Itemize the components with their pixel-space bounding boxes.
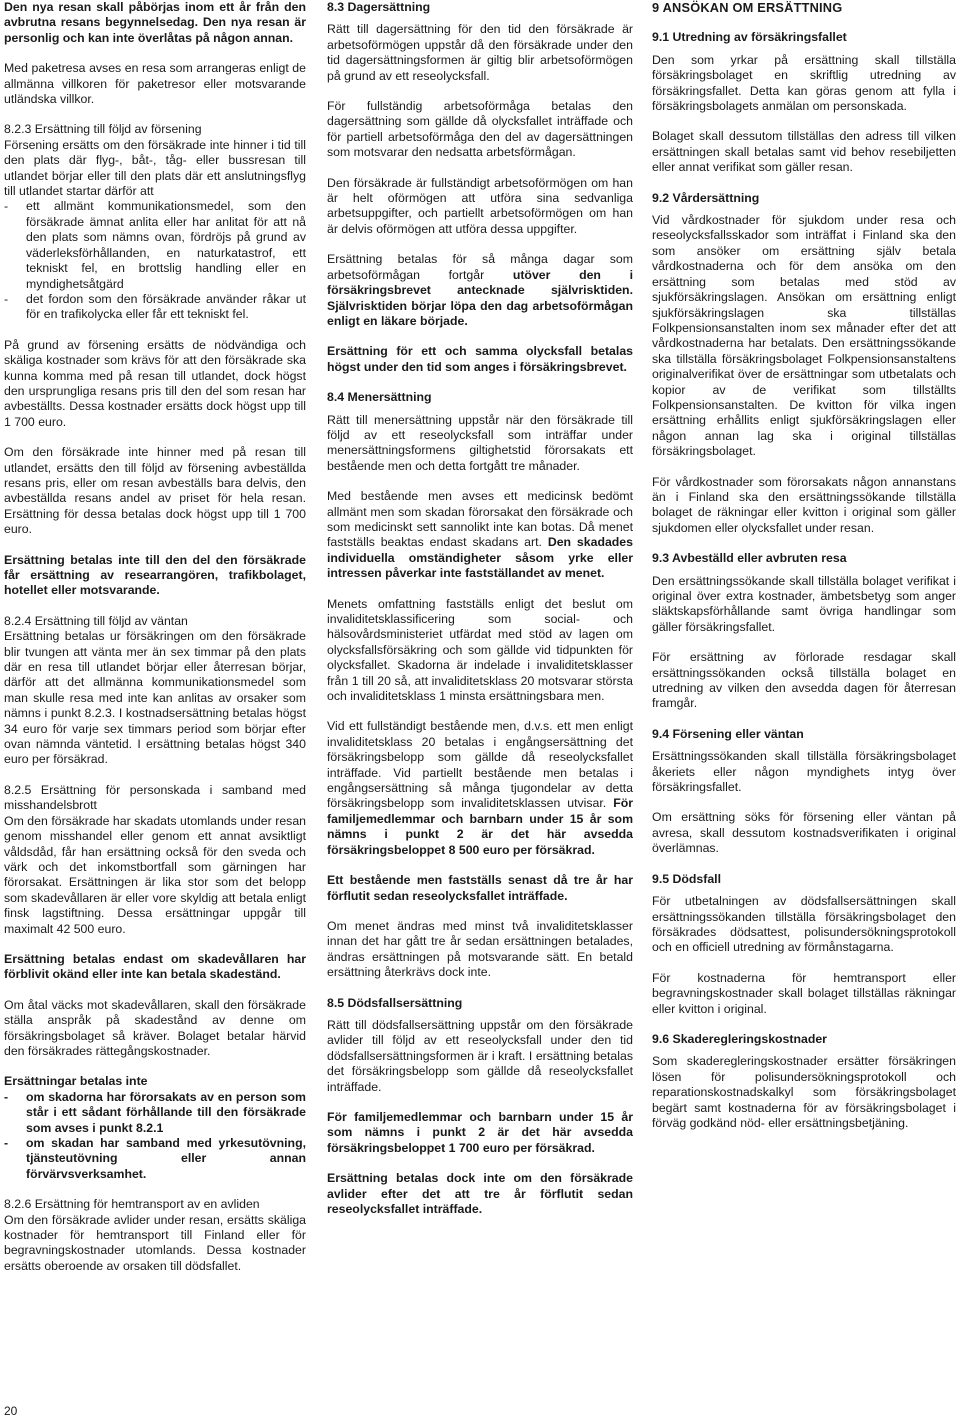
column-right	[652, 0, 956, 1131]
list-item: - ett allmänt kommunikationsmedel, som den försäkrade ämnat anlita eller har anlitat för att nå den plats som nämns ovan, fördröjs på grund av väderleksförhållanden, en naturkatastrof, ett tekniskt fel, en brottslig handling eller en myndighetsåtgärd	[4, 199, 306, 291]
section-8-2-3	[4, 122, 306, 322]
paragraph: Som skaderegleringskostnader ersätter försäkringen lösen för polisundersökningsprotokoll och reparationskostnadskalkyl som försäkringsbolaget begärt samt kostnaderna för av försäkringsbolaget i förväg godkänd nöd- eller ersättningsbetjäning.	[652, 1054, 956, 1130]
paragraph: Med paketresa avses en resa som arrangeras enligt de allmänna villkoren för paketresor eller motsvarande utländska villkor.	[4, 61, 306, 107]
section-8-2-4	[4, 614, 306, 768]
list-item: - det fordon som den försäkrade använder råkar ut för en trafikolycka eller får ett tekniskt fel.	[4, 291, 306, 322]
paragraph: För kostnaderna för hemtransport eller begravningskostnader skall bolaget tillställas räkningar eller kvitton i original.	[652, 970, 956, 1016]
paragraph: Ersättning betalas inte till den del den försäkrade får ersättning av researrangören, trafikbolaget, hotellet eller motsvarande.	[4, 552, 306, 598]
section-heading: 8.2.6 Ersättning för hemtransport av en avliden	[4, 1197, 260, 1212]
paragraph: Om den försäkrade har skadats utomlands under resan genom misshandel eller genom ett annat avsiktligt våldsdåd, får han ersättning också för den sveda och värk och det inkomstbortfall som gärningen har förorsakat. Ersättningen är lika stor som det belopp som skadevållaren är eller vore skyldig att betala enligt finsk lagstiftning. Dessa ersättningar uppgår till maximalt 42 500 euro.	[4, 813, 306, 936]
section-heading: 8.3 Dagersättning	[327, 0, 431, 14]
section-8-2-5	[4, 783, 306, 937]
paragraph: Vid ett fullständigt bestående men, d.v.s. ett men enligt invaliditetsklass 20 betalas i engångsersättning det försäkringsbelopp som gällde då reseolycksfallet inträffade. Vid partiellt bestående men betalas i engångsersättning så många tjugondelar av detta försäkringsbelopp som invaliditetsklassen utvisar. För familjemedlemmar och barnbarn under 15 år som nämns i punkt 2 är det här avsedda försäkringsbeloppet 8 500 euro per försäkrad.	[327, 719, 633, 857]
paragraph: Om den försäkrade avlider under resan, ersätts skäliga kostnader för hemtransport till Finland eller för begravningskostnader utomlands. Dessa kostnader ersätts oberoende av orsaken till dödsfallet.	[4, 1212, 306, 1273]
paragraph: För ersättning av förlorade resdagar skall ersättningssökanden också tillställa bolaget en utredning av vilken den avsedda dagen för återresan framgår.	[652, 650, 956, 711]
column-middle	[327, 0, 633, 1217]
section-heading: 8.5 Dödsfallsersättning	[327, 995, 463, 1010]
list-heading: Ersättningar betalas inte	[4, 1074, 148, 1089]
section-heading: 8.2.5 Ersättning för personskada i samband med misshandelsbrott	[4, 782, 306, 813]
section-heading: 8.4 Menersättning	[327, 390, 432, 405]
section-heading: 9.1 Utredning av försäkringsfallet	[652, 30, 847, 45]
paragraph: Rätt till dödsfallsersättning uppstår om den försäkrade avlider till följd av ett reseolycksfall under den tid dödsfallsersättningsformen är i kraft. I ersättning betalas det försäkringsbelopp som gällde då reseolycksfallet inträffade.	[327, 1017, 633, 1094]
paragraph: Rätt till menersättning uppstår när den försäkrade till följd av ett reseolycksfall som inträffar under menersättningsformens giltighetstid förorsakats ett bestående men och detta fortgått tre månader.	[327, 412, 633, 473]
paragraph: Försening ersätts om den försäkrade inte hinner i tid till den plats där flyg-, båt-, tåg- eller bussresan till utlandet börjar eller till den plats där ett anslutningsflyg till utlandet startar därför att	[4, 137, 306, 199]
paragraph: Den ersättningssökande skall tillställa bolaget verifikat i original över extra kostnader, ämbetsbetyg som anger släktskapsförhållande samt övriga handlingar som gäller försäkringsfallet.	[652, 573, 956, 634]
section-heading: 9.3 Avbeställd eller avbruten resa	[652, 551, 847, 566]
paragraph: Om menet ändras med minst två invaliditetsklasser innan det har gått tre år sedan ersättningen betalades, ändras ersättningen på motsvarande sätt. En betald ersättning återkrävs dock inte.	[327, 918, 633, 980]
paragraph: Den försäkrade är fullständigt arbetsoförmögen om han är helt oförmögen att utföra sina sedvanliga arbetsuppgifter, och partiellt arbetsoförmögen om han är delvis oförmögen att utföra dessa uppgifter.	[327, 175, 633, 236]
paragraph: Menets omfattning fastställs enligt det beslut om invaliditetsklassificering som social- och hälsovårdsministeriet utfärdat med stöd av lagen om olycksfallsförsäkring och som gällde vid tidpunkten för olycksfallet. Skadorna är indelade i invaliditetsklasser från 1 till 20 så, att invaliditetsklass 20 motsvarar största och invaliditetsklass 1 minsta ersättningsbara men.	[327, 596, 633, 704]
paragraph: Ersättning betalas endast om skadevållaren har förblivit okänd eller inte kan betala skadeständ.	[4, 951, 306, 982]
paragraph: På grund av försening ersätts de nödvändiga och skäliga kostnader som krävs för att den försäkrade ska kunna komma med på resan till utlandet, dock högst den ursprungliga resans pris till den del som resan har avbeställts. Dessa kostnader ersätts dock högst upp till 1 700 euro.	[4, 337, 306, 429]
paragraph: Bolaget skall dessutom tillställas den adress till vilken ersättningen skall betalas samt vid behov resebiljetten eller annat verifikat som gäller resan.	[652, 129, 956, 175]
section-heading: 9.5 Dödsfall	[652, 871, 722, 886]
paragraph: Om den försäkrade inte hinner med på resan till utlandet, ersätts den till följd av försening avbeställda resans pris, eller om resan avbeställs bara delvis, den avbeställda resans andel av priset för hela resan. Ersättning för dessa betalas dock högst upp till 1 700 euro.	[4, 445, 306, 537]
chapter-heading: 9 ANSÖKAN OM ERSÄTTNING	[652, 0, 843, 15]
section-heading: 8.2.3 Ersättning till följd av försening	[4, 122, 202, 137]
paragraph: För utbetalningen av dödsfallsersättningen skall ersättningssökanden tillställa försäkringsbolaget den försäkrades dödsattest, polisundersökningsprotokoll och en officiell utredning av förmånstagarna.	[652, 894, 956, 955]
paragraph: Ersättning betalas dock inte om den försäkrade avlider efter det att tre år förflutit sedan reseolycksfallet inträffade.	[327, 1171, 633, 1216]
paragraph: Ersättning betalas ur försäkringen om den försäkrade blir tvungen att vänta mer än sex timmar på den plats där en resa till utlandet börjar eller återresan börjar, därför att det allmänna kommunikationsmedel som man skulle resa med inte kan anlitas av orsaker som nämns i punkt 8.2.3. I kostnadsersättning betalas högst 34 euro för varje sex timmars period som börjar efter ovan nämnda väntetid. I ersättning betalas högst 340 euro per försäkrad.	[4, 629, 306, 767]
paragraph: Ett bestående men fastställs senast då tre år har förflutit sedan reseolycksfallet inträffade.	[327, 873, 633, 903]
column-left	[4, 0, 306, 1274]
section-heading: 9.4 Försening eller väntan	[652, 726, 804, 741]
paragraph: Den som yrkar på ersättning skall tillställa försäkringsbolaget en skriftlig utredning av försäkringsfallet. Detta kan göras genom att fylla i försäkringsbolagets anmälan om personskada.	[652, 52, 956, 114]
paragraph: För vårdkostnader som förorsakats någon annanstans än i Finland ska den ersättningssökande tillställa bolaget de räkningar eller kvitton i original som gäller sjukdomen eller olycksfallet under resan.	[652, 474, 956, 535]
list-item: - om skadorna har förorsakats av en person som står i ett sådant förhållande till den försäkrade som avses i punkt 8.2.1	[4, 1089, 306, 1135]
paragraph: Om åtal väcks mot skadevållaren, skall den försäkrade ställa anspråk på skadestånd av denne om försäkringsbolaget så kräver. Bolaget betalar härvid den försäkrades rättegångskostnader.	[4, 997, 306, 1058]
paragraph: För familjemedlemmar och barnbarn under 15 år som nämns i punkt 2 är det här avsedda försäkringsbeloppet 1 700 euro per försäkrad.	[327, 1109, 633, 1155]
section-heading: 9.2 Vårdersättning	[652, 190, 760, 205]
page-number: 20	[4, 1404, 18, 1418]
paragraph: Ersättning för ett och samma olycksfall betalas högst under den tid som anges i försäkringsbrevet.	[327, 344, 633, 374]
exclusions-list	[4, 1074, 306, 1182]
list-item: - om skadan har samband med yrkesutövning, tjänsteutövning eller annan förvärvsverksamhet.	[4, 1136, 306, 1181]
paragraph: Ersättningssökanden skall tillställa försäkringsbolaget åkeriets eller någon myndighets intyg över försäkringsfallet.	[652, 749, 956, 795]
section-heading: 8.2.4 Ersättning till följd av väntan	[4, 613, 188, 628]
section-8-2-6	[4, 1197, 306, 1274]
paragraph: Vid vårdkostnader för sjukdom under resa och reseolycksfallsskador som inträffat i Finland ska den som ansöker om ersättning själv betala vårdkostnaderna och för dem ansöka om den ersättning som betalas med stöd av sjukförsäkringslagen. Ansökan om ersättning enligt sjukförsäkringslagen ska tillställas Folkpensionsanstalten inom sex månader efter det att vårdkostnaderna har betalats. Den ersättningssökande ska tillställa försäkringsbolaget Folkpensionsanstaltens originalverifikat över de ersättningar som utbetalats och kopior av de verifikat som tillställts Folkpensionsanstalten. De kvitton för vilka ingen ersättning erhållits enligt sjukförsäkringslagen eller någon annan lag ska i original tillställas försäkringsbolaget.	[652, 213, 956, 459]
paragraph: Den nya resan skall påbörjas inom ett år från den avbrutna resans begynnelsedag. Den nya resan är personlig och kan inte överlåtas på någon annan.	[4, 0, 306, 45]
paragraph: Med bestående men avses ett medicinsk bedömt allmänt men som skadan förorsakat den försäkrade och som medicinskt sett sannolikt inte kan botas. Då menet fastställs beaktas endast skadans art. Den skadades individuella omständigheter såsom yrke eller intressen påverkar inte fastställandet av menet.	[327, 489, 633, 581]
paragraph: För fullständig arbetsoförmåga betalas den dagersättning som gällde då olycksfallet inträffade och för partiell arbetsoförmåga den del av dagersättningen som motsvarar den nedsatta arbetsförmågan.	[327, 99, 633, 160]
paragraph: Om ersättning söks för försening eller väntan på avresa, skall dessutom kostnadsverifikaten i original överlämnas.	[652, 810, 956, 856]
paragraph: Rätt till dagersättning för den tid den försäkrade är arbetsoförmögen uppstår då den försäkrade under den tid dagersättningsformen är giltig blir arbetsoförmögen på grund av ett reseolycksfall.	[327, 22, 633, 83]
section-heading: 9.6 Skaderegleringskostnader	[652, 1031, 827, 1046]
paragraph: Ersättning betalas för så många dagar som arbetsoförmågan fortgår utöver den i försäkringsbrevet antecknade självrisktiden. Självrisktiden börjar löpa den dag arbetsoförmågan enligt en läkare började.	[327, 252, 633, 328]
